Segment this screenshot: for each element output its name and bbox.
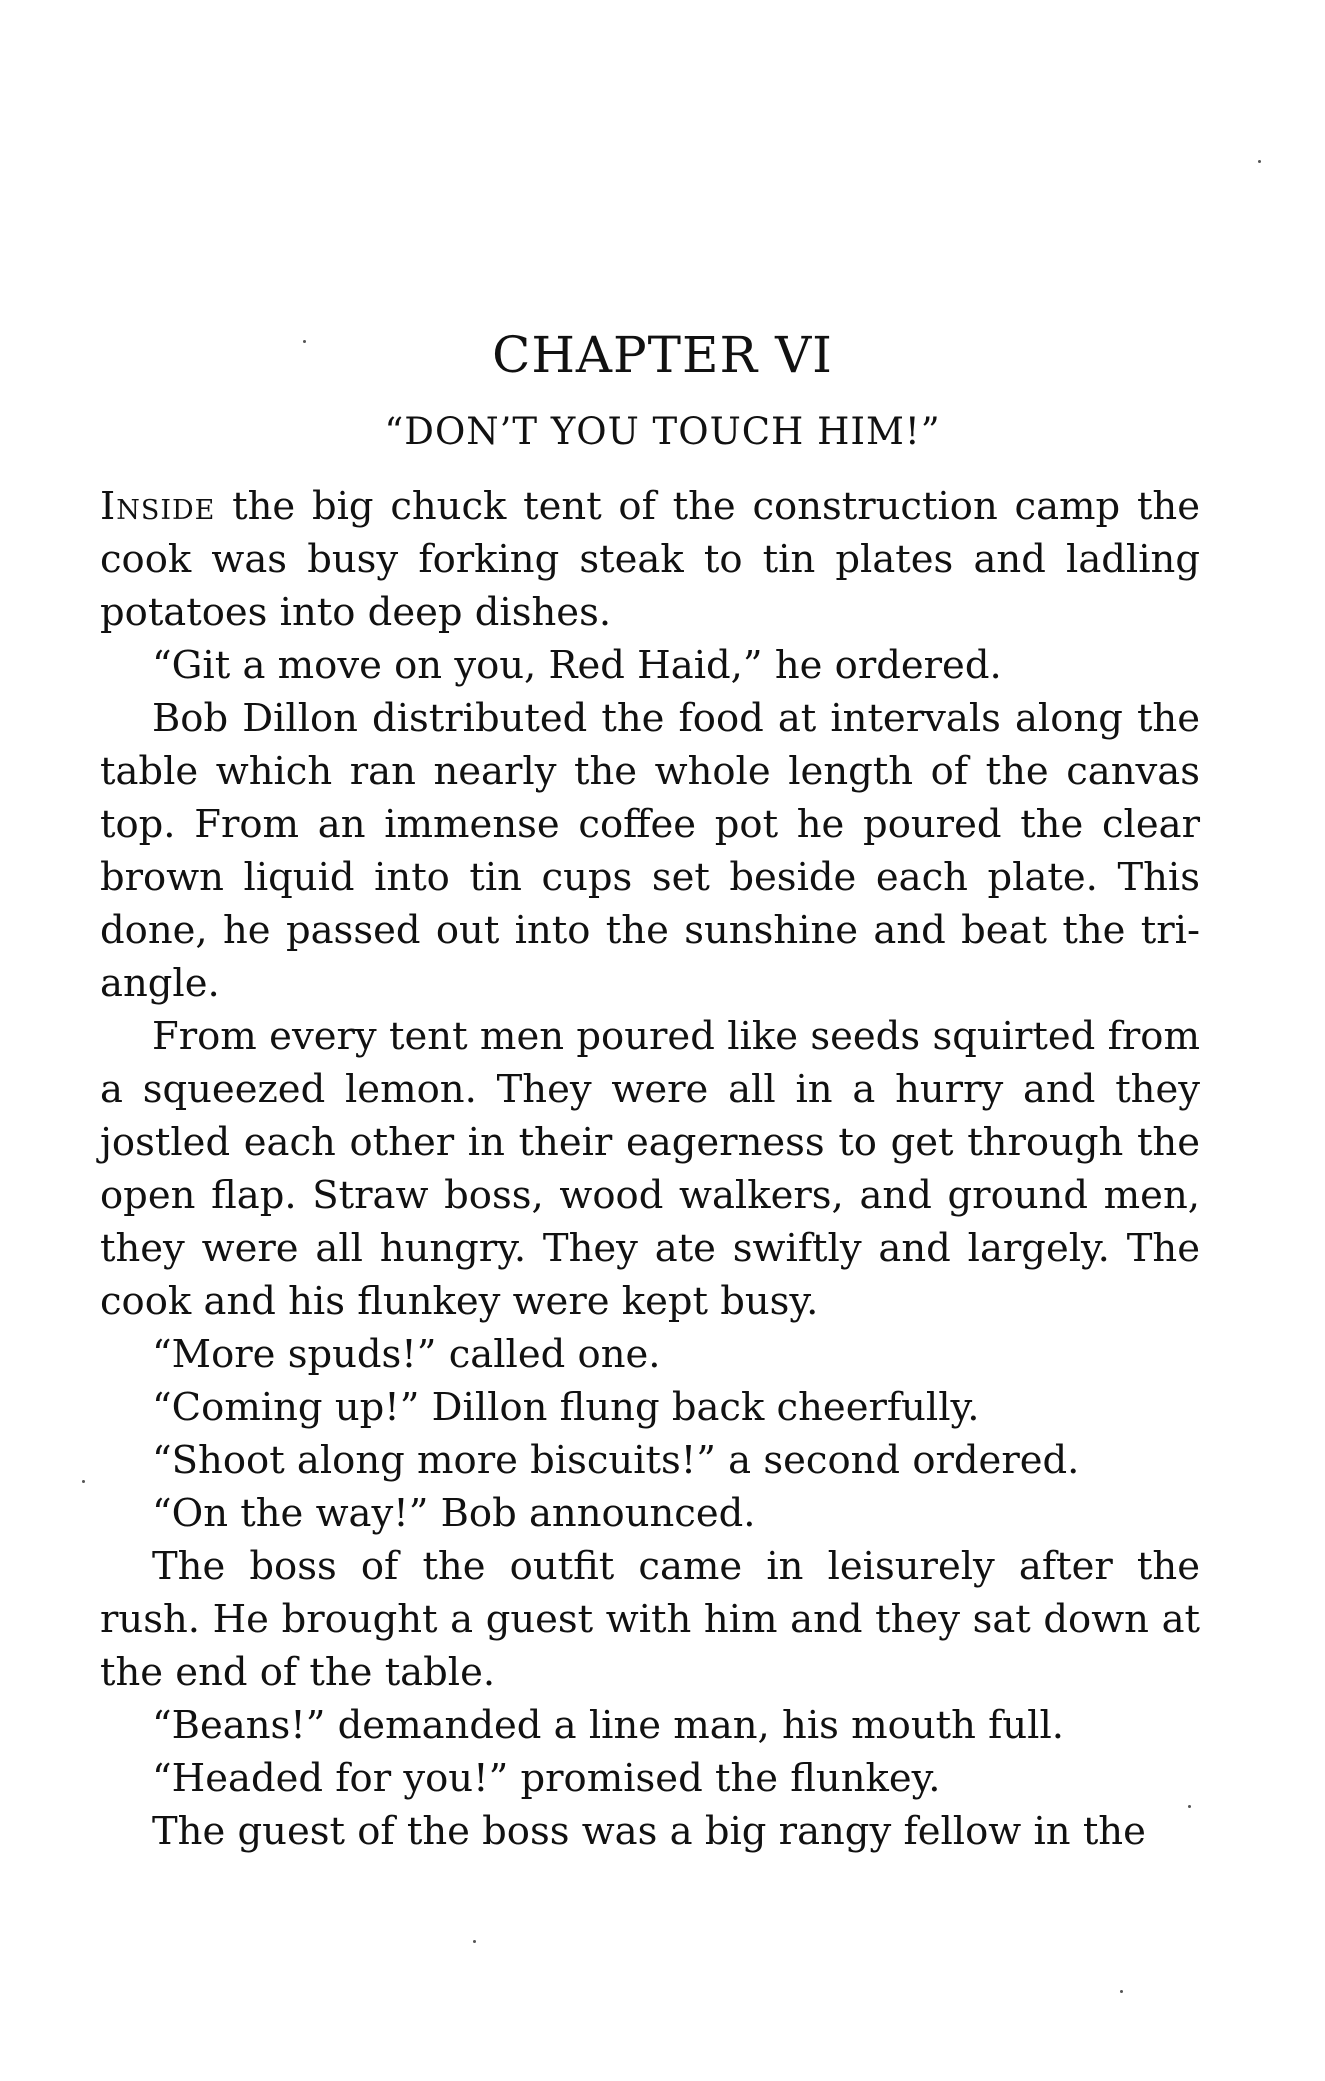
chapter-title: “DON’T YOU TOUCH HIM!”: [384, 410, 941, 453]
body-text: [100, 480, 1200, 1858]
opening-paragraph-text: the big chuck tent of the construction camp the cook was busy forking steak to tin plates and ladling potatoes into deep dishes.: [100, 484, 1200, 635]
scan-speck: [1258, 160, 1261, 163]
paragraph: “More spuds!” called one.: [152, 1332, 661, 1377]
scan-speck: [473, 1940, 476, 1943]
paragraph: “Beans!” demanded a line man, his mouth full.: [152, 1703, 1065, 1748]
drop-lead-word: Inside: [100, 484, 216, 529]
paragraph: “Headed for you!” promised the flunkey.: [152, 1756, 941, 1801]
paragraph: From every tent men poured like seeds squirted from a squeezed lemon. They were all in a hurry and they jostled each other in their eagerness to get through the open flap. Straw boss, wood walkers, and ground men, they were all hungry. They ate swiftly and largely. The cook and his flunkey were kept busy.: [100, 1014, 1200, 1324]
paragraph: “Shoot along more biscuits!” a second ordered.: [152, 1438, 1080, 1483]
scan-speck: [1120, 1990, 1123, 1993]
opening-paragraph: [100, 480, 1200, 639]
paragraph: The guest of the boss was a big rangy fellow in the: [152, 1809, 1146, 1854]
paragraph: “On the way!” Bob announced.: [152, 1491, 756, 1536]
scan-speck: [82, 1480, 85, 1483]
paragraph: Bob Dillon distributed the food at intervals along the table which ran nearly the whole length of the canvas top. From an immense coffee pot he poured the clear brown liquid into tin cups set beside each plate. This done, he passed out into the sunshine and beat the tri-angle.: [100, 696, 1200, 1006]
paragraph: The boss of the outfit came in leisurely after the rush. He brought a guest with him and they sat down at the end of the table.: [100, 1544, 1200, 1695]
scan-speck: [303, 340, 306, 343]
paragraph: “Git a move on you, Red Haid,” he ordered.: [152, 643, 1002, 688]
paragraph: “Coming up!” Dillon flung back cheerfully.: [152, 1385, 980, 1430]
chapter-number: CHAPTER VI: [492, 326, 833, 384]
scan-speck: [1188, 1805, 1191, 1808]
